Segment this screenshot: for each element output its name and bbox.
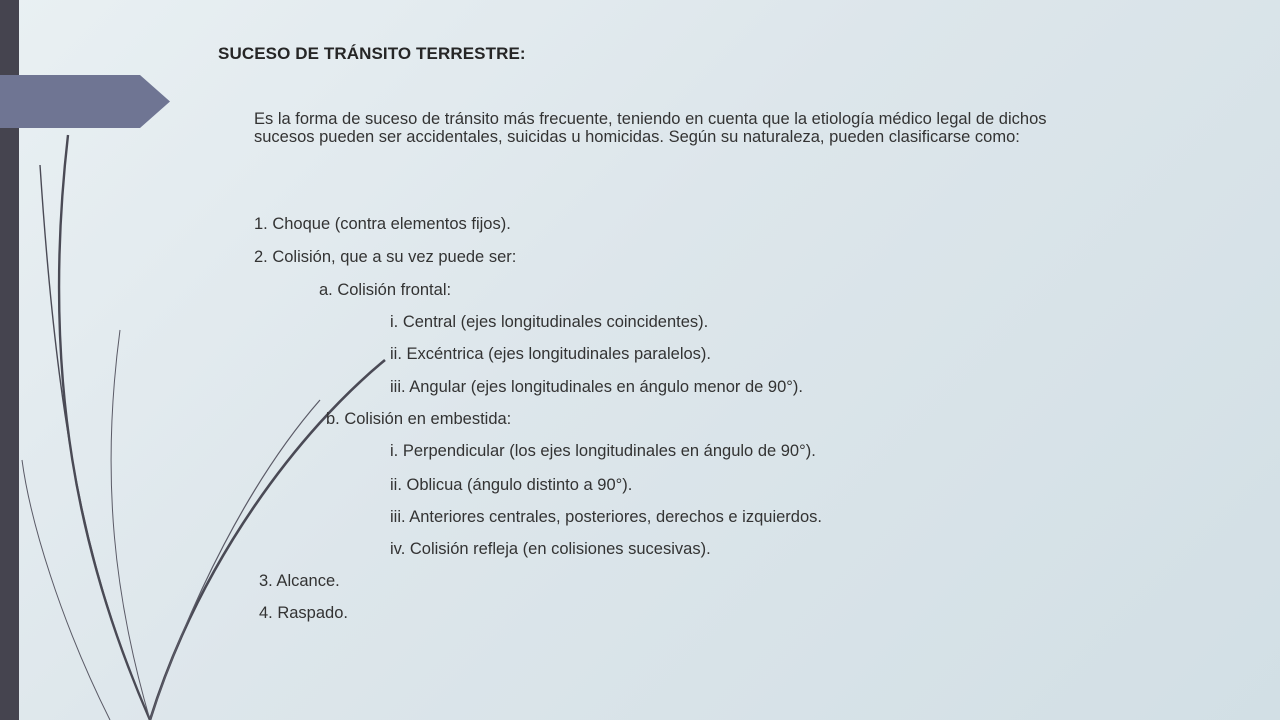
bullet-icon [218,110,254,146]
list-item-text: ii. Oblicua (ángulo distinto a 90°). [390,476,633,494]
list-item-text: 1. Choque (contra elementos fijos). [254,215,511,233]
list-item [218,441,816,461]
list-item [218,571,340,591]
list-item [218,247,516,267]
bullet-icon [218,214,254,215]
list-item-text: ii. Excéntrica (ejes longitudinales paralelos). [390,345,711,363]
list-item [218,377,803,397]
bullet-icon [218,312,254,313]
list-item-text: i. Perpendicular (los ejes longitudinales en ángulo de 90°). [390,442,816,460]
list-item [218,475,632,495]
list-item-text: iv. Colisión refleja (en colisiones sucesivas). [390,540,711,558]
list-item [218,539,711,559]
list-item-text: 2. Colisión, que a su vez puede ser: [254,248,517,266]
bullet-icon [218,344,254,345]
intro-text: Es la forma de suceso de tránsito más frecuente, teniendo en cuenta que la etiología médico legal de dichos sucesos pueden ser accidentales, suicidas u homicidas. Según su naturaleza, pueden clasificarse como: [254,110,1047,146]
list-item [218,603,348,623]
bullet-icon [218,247,254,248]
bullet-icon [218,377,254,378]
bullet-icon [218,475,254,476]
list-item [218,280,451,300]
list-item-text: b. Colisión en embestida: [326,410,512,428]
list-item [218,214,511,234]
list-item-text: 4. Raspado. [259,604,348,622]
bullet-icon [218,507,254,508]
bullet-icon [218,280,254,281]
list-item [218,507,822,527]
list-item-text: iii. Angular (ejes longitudinales en ángulo menor de 90°). [390,378,803,396]
list-item-text: iii. Anteriores centrales, posteriores, derechos e izquierdos. [390,508,822,526]
bullet-icon [218,603,254,604]
bullet-icon [218,409,254,410]
accent-tab [0,75,170,128]
slide-title: SUCESO DE TRÁNSITO TERRESTRE: [218,44,526,63]
list-item [218,409,511,429]
list-item-text: 3. Alcance. [259,572,340,590]
list-item-text: a. Colisión frontal: [319,281,452,299]
bullet-icon [218,571,254,572]
intro-paragraph [218,110,1098,146]
bullet-icon [218,441,254,442]
list-item [218,312,708,332]
bullet-icon [218,539,254,540]
list-item-text: i. Central (ejes longitudinales coincidentes). [390,313,709,331]
list-item [218,344,711,364]
